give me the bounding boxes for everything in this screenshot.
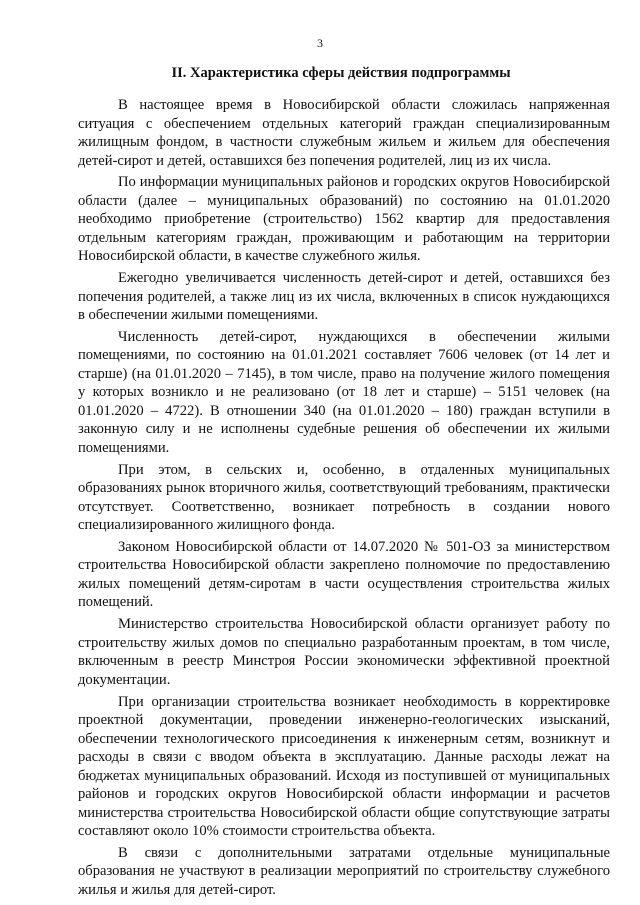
paragraph-5: При этом, в сельских и, особенно, в отдаленных муниципальных образованиях рынок вторичного жилья, соответствующий требованиям, практически отсутствует. Соответственно, возникает потребность в создании нового специализированного жилищного фонда. — [78, 461, 610, 534]
page-number: 3 — [317, 36, 323, 50]
section-title: II. Характеристика сферы действия подпрограммы — [171, 65, 511, 81]
paragraph-6: Законом Новосибирской области от 14.07.2020 № 501-ОЗ за министерством строительства Новосибирской области закреплено полномочие по предоставлению жилых помещений детям-сиротам в части осуществления строительства жилых помещений. — [78, 538, 610, 611]
paragraph-8: При организации строительства возникает необходимость в корректировке проектной документации, проведении инженерно-геологических изысканий, обеспечении технологического присоединения к инженерным сетям, возникнут и расходы в связи с вводом объекта в эксплуатацию. Данные расходы лежат на бюджетах муниципальных образований. Исходя из поступившей от муниципальных районов и городских округов Новосибирской области информации и расчетов министерства строительства Новосибирской области общие сопутствующие затраты составляют около 10% стоимости строительства объекта. — [78, 693, 610, 840]
paragraph-7: Министерство строительства Новосибирской области организует работу по строительству жилых домов по специально разработанным проектам, в том числе, включенным в реестр Минстроя России экономически эффективной проектной документации. — [78, 616, 610, 688]
paragraph-3: Ежегодно увеличивается численность детей-сирот и детей, оставшихся без попечения родителей, а также лиц из их числа, включенных в список нуждающихся в обеспечении жилыми помещениями. — [78, 270, 610, 324]
body-text — [78, 96, 610, 903]
paragraph-1: В настоящее время в Новосибирской области сложилась напряженная ситуация с обеспечением отдельных категорий граждан специализированным жилищным фондом, в частности служебным жильем и жильем для обеспечения детей-сирот и детей, оставшихся без попечения родителей, лиц из их числа. — [78, 97, 610, 169]
paragraph-2: По информации муниципальных районов и городских округов Новосибирской области (далее – муниципальных образований) по состоянию на 01.01.2020 необходимо приобретение (строительство) 1562 квартир для предоставления отдельным категориям граждан, проживающим и работающим на территории Новосибирской области, в качестве служебного жилья. — [78, 174, 610, 265]
paragraph-4: Численность детей-сирот, нуждающихся в обеспечении жилыми помещениями, по состоянию на 01.01.2021 составляет 7606 человек (от 14 лет и старше) (на 01.01.2020 – 7145), в том числе, право на получение жилого помещения у которых возникло и не реализовано (от 18 лет и старше) – 5151 человек (на 01.01.2020 – 4722). В отношении 340 (на 01.01.2020 – 180) граждан вступили в законную силу и не исполнены судебные решения об обеспечении их жилыми помещениями. — [78, 328, 610, 456]
paragraph-9: В связи с дополнительными затратами отдельные муниципальные образования не участвуют в реализации мероприятий по строительству служебного жилья и жилья для детей-сирот. — [78, 844, 610, 898]
